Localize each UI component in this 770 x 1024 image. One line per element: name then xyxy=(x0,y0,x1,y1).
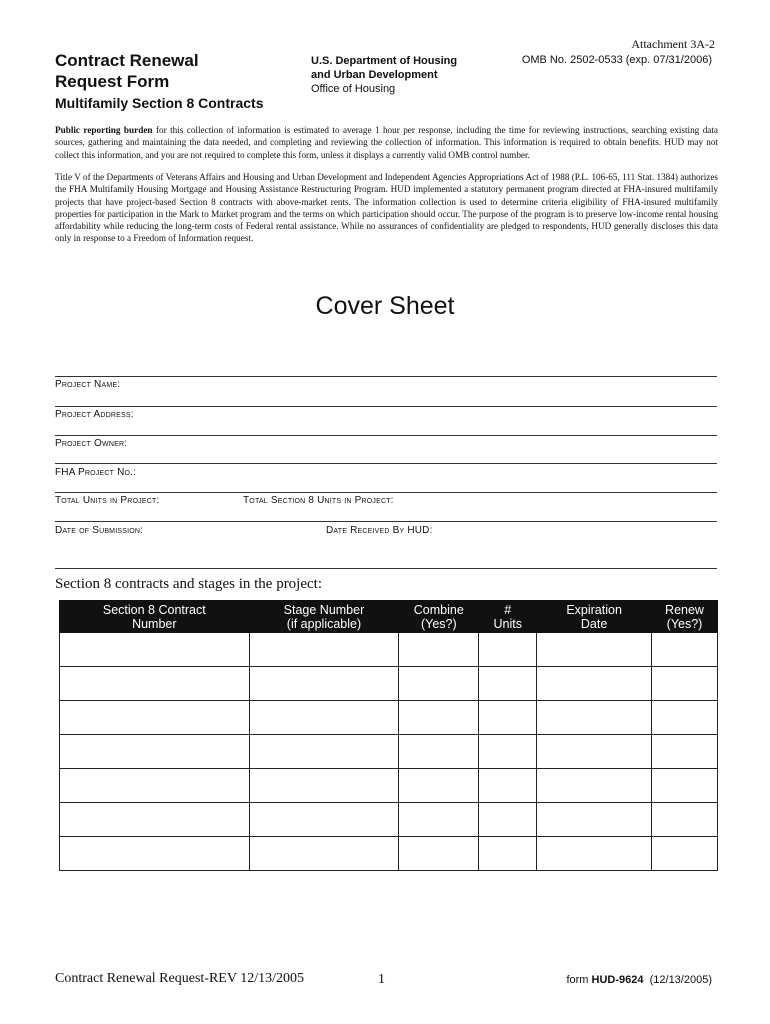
table-cell[interactable] xyxy=(399,803,479,837)
table-cell[interactable] xyxy=(652,769,718,803)
divider xyxy=(55,435,717,436)
burden-text: for this collection of information is estimated to average 1 hour per response, including the time for reviewing instructions, searching existing data sources, gathering and maintaining the data needed, and completing and reviewing the collection of information. This information is required to obtain benefits. HUD may not collect this information, and you are not required to complete this form, unless it displays a currently valid OMB control number. xyxy=(55,125,718,160)
form-number: form HUD-9624 (12/13/2005) xyxy=(566,974,712,986)
table-cell[interactable] xyxy=(60,769,250,803)
column-header-combine: Combine (Yes?) xyxy=(399,601,479,633)
table-cell[interactable] xyxy=(537,769,652,803)
table-cell[interactable] xyxy=(652,837,718,871)
table-row xyxy=(60,701,718,735)
date-of-submission-field[interactable]: Date of Submission: xyxy=(55,525,144,536)
table-row xyxy=(60,735,718,769)
table-cell[interactable] xyxy=(60,735,250,769)
table-cell[interactable] xyxy=(537,667,652,701)
table-row xyxy=(60,803,718,837)
table-cell[interactable] xyxy=(249,735,399,769)
table-header-row xyxy=(60,601,718,633)
column-header-stage-number: Stage Number (if applicable) xyxy=(249,601,399,633)
form-title-line1: Contract Renewal xyxy=(55,51,199,70)
burden-lead: Public reporting burden xyxy=(55,125,153,135)
total-units-field[interactable]: Total Units in Project: xyxy=(55,495,160,506)
table-row xyxy=(60,837,718,871)
table-cell[interactable] xyxy=(537,735,652,769)
table-row xyxy=(60,667,718,701)
section8-contracts-table xyxy=(59,600,718,871)
table-cell[interactable] xyxy=(249,701,399,735)
section8-table-title: Section 8 contracts and stages in the project: xyxy=(55,576,323,592)
burden-statement xyxy=(55,124,718,161)
table-cell[interactable] xyxy=(652,633,718,667)
project-address-field[interactable]: Project Address: xyxy=(55,409,134,420)
table-row xyxy=(60,633,718,667)
table-cell[interactable] xyxy=(399,769,479,803)
table-cell[interactable] xyxy=(399,837,479,871)
total-section8-units-field[interactable]: Total Section 8 Units in Project: xyxy=(243,495,394,506)
divider xyxy=(55,568,717,569)
table-cell[interactable] xyxy=(479,667,537,701)
table-cell[interactable] xyxy=(537,633,652,667)
divider xyxy=(55,521,717,522)
table-cell[interactable] xyxy=(60,837,250,871)
fha-project-no-field[interactable]: FHA Project No.: xyxy=(55,467,137,478)
table-cell[interactable] xyxy=(249,769,399,803)
divider xyxy=(55,492,717,493)
column-header-renew: Renew (Yes?) xyxy=(652,601,718,633)
table-cell[interactable] xyxy=(479,837,537,871)
date-received-field[interactable]: Date Received By HUD: xyxy=(326,525,433,536)
table-row xyxy=(60,769,718,803)
table-cell[interactable] xyxy=(60,803,250,837)
table-cell[interactable] xyxy=(652,667,718,701)
table-cell[interactable] xyxy=(537,837,652,871)
divider xyxy=(55,376,717,377)
table-cell[interactable] xyxy=(652,701,718,735)
table-cell[interactable] xyxy=(60,667,250,701)
table-cell[interactable] xyxy=(479,633,537,667)
footer-revision: Contract Renewal Request-REV 12/13/2005 xyxy=(55,971,304,986)
column-header-expiration-date: Expiration Date xyxy=(537,601,652,633)
table-cell[interactable] xyxy=(249,633,399,667)
table-cell[interactable] xyxy=(537,803,652,837)
form-title-line2: Request Form xyxy=(55,72,170,91)
table-cell[interactable] xyxy=(479,735,537,769)
table-cell[interactable] xyxy=(60,633,250,667)
table-cell[interactable] xyxy=(249,667,399,701)
table-cell[interactable] xyxy=(537,701,652,735)
column-header-contract-number: Section 8 Contract Number xyxy=(60,601,250,633)
table-cell[interactable] xyxy=(479,701,537,735)
table-cell[interactable] xyxy=(249,837,399,871)
department-line2: and Urban Development xyxy=(311,69,438,81)
page-number: 1 xyxy=(378,972,385,987)
cover-sheet-title: Cover Sheet xyxy=(315,292,455,320)
table-cell[interactable] xyxy=(652,803,718,837)
column-header-units: # Units xyxy=(479,601,537,633)
omb-number: OMB No. 2502-0533 (exp. 07/31/2006) xyxy=(521,54,712,66)
table-cell[interactable] xyxy=(399,667,479,701)
attachment-label: Attachment 3A-2 xyxy=(631,37,715,51)
table-cell[interactable] xyxy=(60,701,250,735)
table-cell[interactable] xyxy=(479,769,537,803)
form-subtitle: Multifamily Section 8 Contracts xyxy=(55,95,264,111)
table-cell[interactable] xyxy=(399,735,479,769)
authority-statement: Title V of the Departments of Veterans Affairs and Housing and Urban Development and Independent Agencies Appropriations Act of 1988 (P.L. 106-65, 111 Stat. 1384) authorizes the FHA Multifamily Housing Mortgage and Housing Assistance Restructuring Program. HUD implemented a statutory permanent program directed at FHA-insured multifamily projects that have project-based Section 8 contracts with above-market rents. The information collection is used to determine criteria eligibility of FHA-insured multifamily properties for participation in the Mark to Market program and the terms on which participation should occur. The purpose of the program is to preserve low-income rental housing affordability while reducing the long-term costs of Federal rental assistance. While no assurances of confidentiality are pledged to respondents, HUD generally discloses this data only in response to a Freedom of Information request. xyxy=(55,172,718,244)
department-office: Office of Housing xyxy=(311,83,396,95)
table-cell[interactable] xyxy=(399,701,479,735)
divider xyxy=(55,463,717,464)
table-cell[interactable] xyxy=(249,803,399,837)
divider xyxy=(55,406,717,407)
department-block xyxy=(311,54,457,96)
table-cell[interactable] xyxy=(399,633,479,667)
department-line1: U.S. Department of Housing xyxy=(311,55,458,67)
table-cell[interactable] xyxy=(479,803,537,837)
table-cell[interactable] xyxy=(652,735,718,769)
project-owner-field[interactable]: Project Owner: xyxy=(55,438,128,449)
project-name-field[interactable]: Project Name: xyxy=(55,379,121,390)
